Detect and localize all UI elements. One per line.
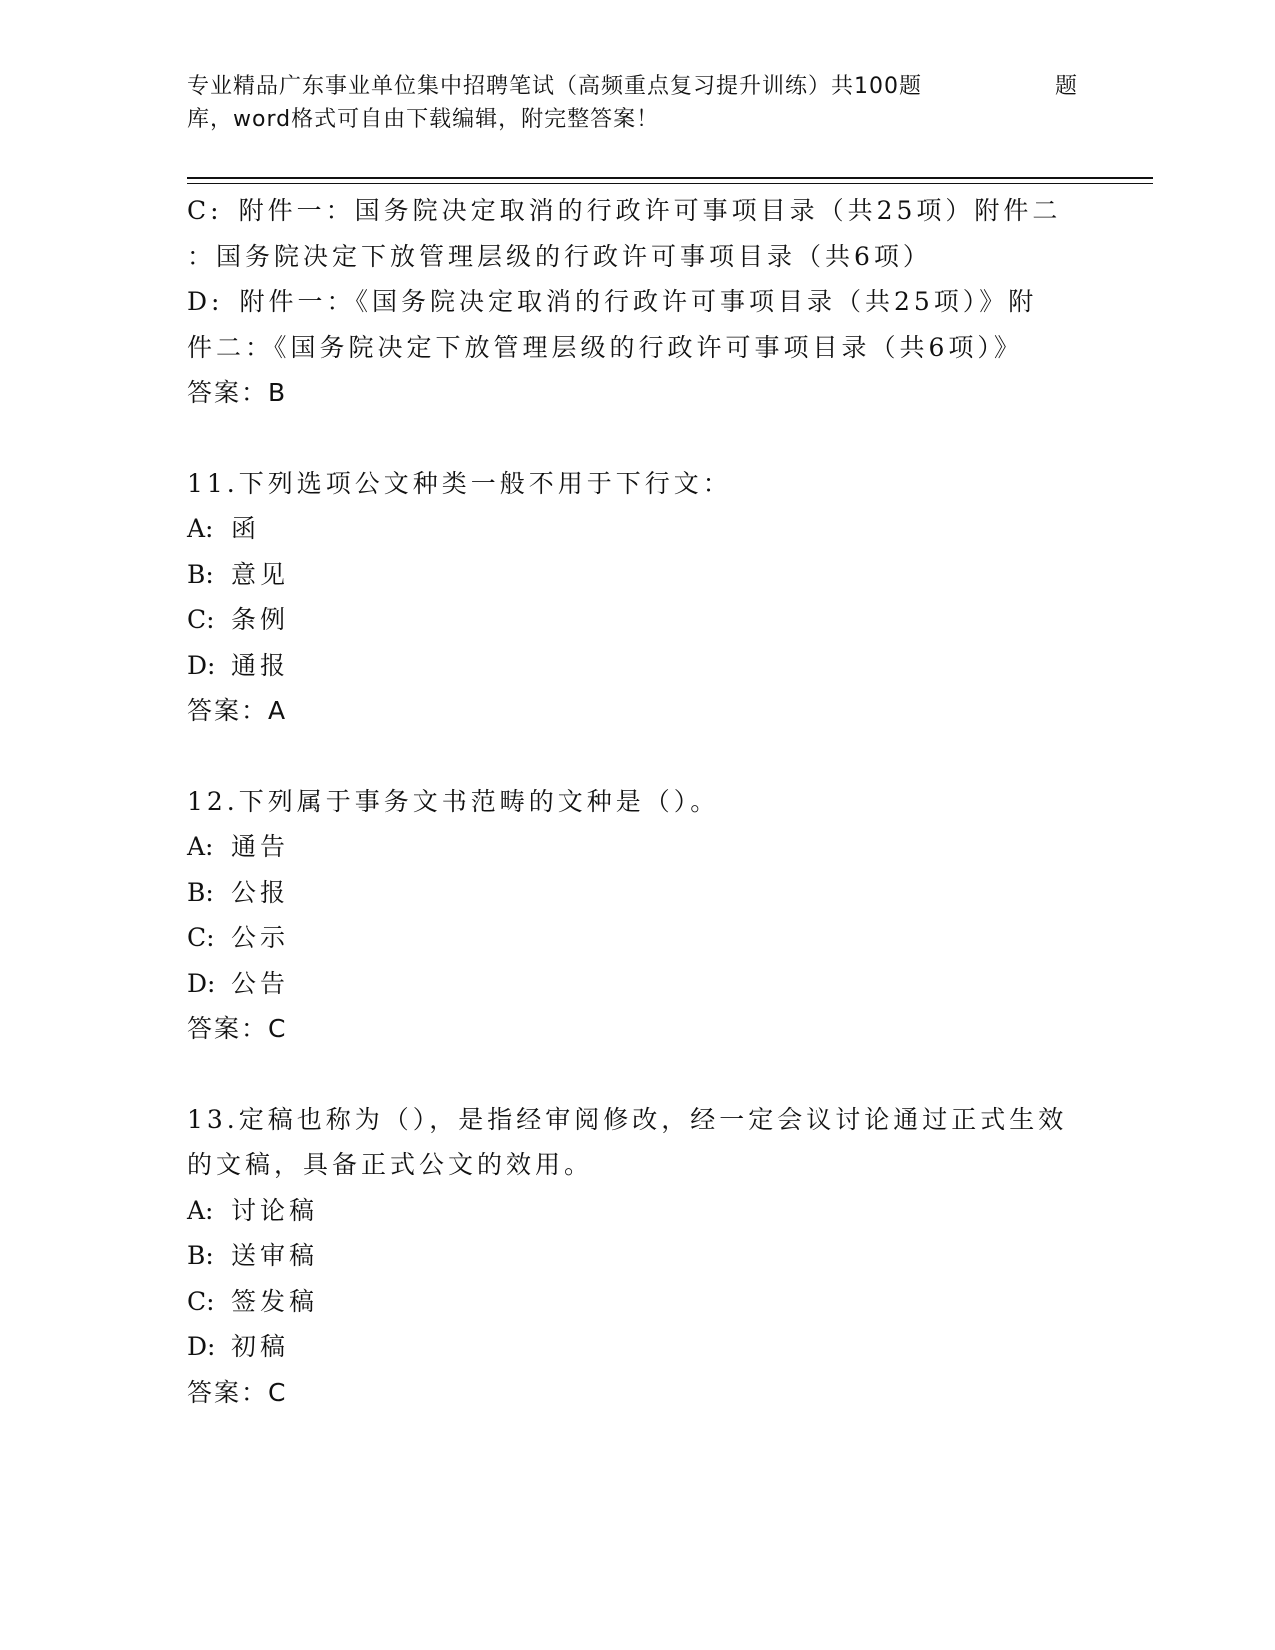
- option-line: D: 附件一：《国务院决定取消的行政许可事项目录（共25项）》附: [187, 287, 1038, 316]
- question-stem: 11.下列选项公文种类一般不用于下行文：: [187, 468, 732, 498]
- option-line: 件二：《国务院决定下放管理层级的行政许可事项目录（共6项）》: [187, 332, 1023, 362]
- option-c: C: 条例: [187, 605, 290, 634]
- document-header: [187, 70, 1087, 136]
- option-b: B: 公报: [187, 877, 290, 907]
- option-a: A: 函: [187, 514, 261, 543]
- question-12: [187, 779, 1087, 1052]
- header-title-text: 专业精品广东事业单位集中招聘笔试（高频重点复习提升训练）共100题: [187, 74, 922, 99]
- answer-line: 答案：C: [187, 1377, 288, 1407]
- question-stem: 13.定稿也称为（），是指经审阅修改，经一定会议讨论通过正式生效: [187, 1104, 1068, 1134]
- question-stem-continued: 的文稿，具备正式公文的效用。: [187, 1150, 594, 1179]
- answer-line: 答案：A: [187, 696, 288, 725]
- option-line: C: 附件一：国务院决定取消的行政许可事项目录（共25项）附件二: [187, 196, 1062, 225]
- header-divider-thin: [187, 183, 1153, 184]
- option-d: D: 公告: [187, 968, 290, 998]
- header-title-tail: 题: [1055, 74, 1079, 99]
- option-c: C: 签发稿: [187, 1286, 319, 1316]
- answer-line: 答案：B: [187, 378, 288, 407]
- header-line-2: 库，word格式可自由下载编辑，附完整答案！: [187, 107, 660, 132]
- option-c: C: 公示: [187, 923, 290, 952]
- question-13: [187, 1097, 1087, 1416]
- answer-line: 答案：C: [187, 1014, 288, 1043]
- option-b: B: 送审稿: [187, 1241, 319, 1270]
- header-divider-thick: [187, 177, 1153, 179]
- option-d: D: 初稿: [187, 1332, 290, 1361]
- header-line-1: [187, 70, 1087, 103]
- option-a: A: 通告: [187, 832, 290, 861]
- question-stem: 12.下列属于事务文书范畴的文种是（）。: [187, 786, 720, 816]
- option-d: D: 通报: [187, 650, 290, 680]
- option-a: A: 讨论稿: [187, 1195, 319, 1225]
- question-content: [187, 188, 1087, 1415]
- prev-question: [187, 188, 1087, 416]
- option-b: B: 意见: [187, 559, 290, 589]
- option-line: ：国务院决定下放管理层级的行政许可事项目录（共6项）: [187, 241, 932, 271]
- question-11: [187, 461, 1087, 734]
